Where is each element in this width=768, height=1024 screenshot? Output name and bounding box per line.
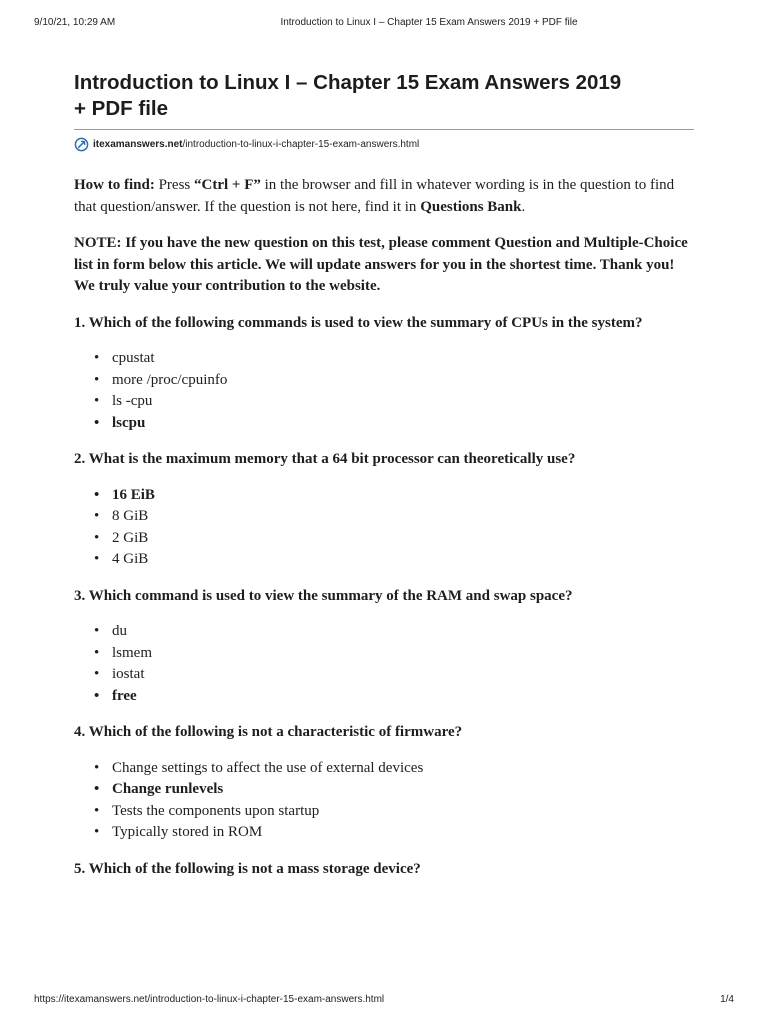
article-body [74, 175, 694, 880]
question-text: 1. Which of the following commands is used to view the summary of CPUs in the system? [74, 314, 643, 331]
how-to-find-paragraph [74, 175, 694, 218]
how-to-find-text-1: Press [154, 177, 195, 193]
answer-list [74, 621, 694, 707]
answer-option: • 2 GiB [94, 528, 694, 550]
title-divider [74, 129, 694, 130]
print-datetime: 9/10/21, 10:29 AM [34, 17, 116, 28]
answer-option: • more /proc/cpuinfo [94, 370, 694, 392]
answer-option: • ls -cpu [94, 391, 694, 413]
source-domain[interactable]: itexamanswers.net [93, 139, 183, 150]
shortcut-text: “Ctrl + F” [194, 177, 261, 193]
answer-option-correct: • 16 EiB [94, 485, 694, 507]
how-to-find-text-3: . [521, 198, 526, 215]
article [74, 70, 694, 880]
question-block-3 [74, 586, 694, 708]
answer-list [74, 348, 694, 434]
question-text: 5. Which of the following is not a mass storage device? [74, 860, 421, 877]
answer-option: • 4 GiB [94, 549, 694, 571]
answer-option: • 8 GiB [94, 506, 694, 528]
answer-list [74, 758, 694, 844]
source-path[interactable]: /introduction-to-linux-i-chapter-15-exam-answers.html [182, 139, 420, 150]
source-link[interactable] [74, 137, 694, 152]
link-icon [74, 137, 89, 152]
answer-option: • du [94, 621, 694, 643]
how-to-find-label: How to find: [74, 177, 155, 193]
question-text: 3. Which command is used to view the summary of the RAM and swap space? [74, 587, 573, 604]
answer-list [74, 485, 694, 571]
answer-option: • cpustat [94, 348, 694, 370]
answer-option-correct: • free [94, 686, 694, 708]
note-paragraph: NOTE: If you have the new question on this test, please comment Question and Multiple-Choice list in form below this article. We will update answers for you in the shortest time. Thank you! We truly value your contribution to the website. [74, 235, 688, 294]
answer-option-correct: • lscpu [94, 413, 694, 435]
answer-option: • iostat [94, 664, 694, 686]
print-page-number: 1/4 [720, 994, 734, 1005]
article-title [74, 70, 694, 122]
answer-option: • Change settings to affect the use of external devices [94, 758, 694, 780]
answer-option: • Typically stored in ROM [94, 822, 694, 844]
question-text: 2. What is the maximum memory that a 64 bit processor can theoretically use? [74, 451, 576, 467]
question-block-4 [74, 722, 694, 844]
how-to-find-text-2: in the browser and fill in whatever wording is in the question to find that question/answer. If the question is not here, find it in [74, 177, 675, 215]
question-text: 4. Which of the following is not a characteristic of firmware? [74, 724, 463, 740]
question-block-5 [74, 859, 694, 881]
answer-option: • Tests the components upon startup [94, 801, 694, 823]
article-title-line2: + PDF file [74, 97, 168, 120]
print-page-title: Introduction to Linux I – Chapter 15 Exam Answers 2019 + PDF file [280, 17, 578, 28]
print-footer-url: https://itexamanswers.net/introduction-to-linux-i-chapter-15-exam-answers.html [34, 994, 385, 1005]
answer-option-correct: • Change runlevels [94, 779, 694, 801]
question-block-2 [74, 449, 694, 571]
question-block-1 [74, 313, 694, 435]
questions-bank-link[interactable]: Questions Bank [420, 198, 522, 215]
article-title-line1: Introduction to Linux I – Chapter 15 Exam Answers 2019 [74, 71, 622, 94]
answer-option: • lsmem [94, 643, 694, 665]
